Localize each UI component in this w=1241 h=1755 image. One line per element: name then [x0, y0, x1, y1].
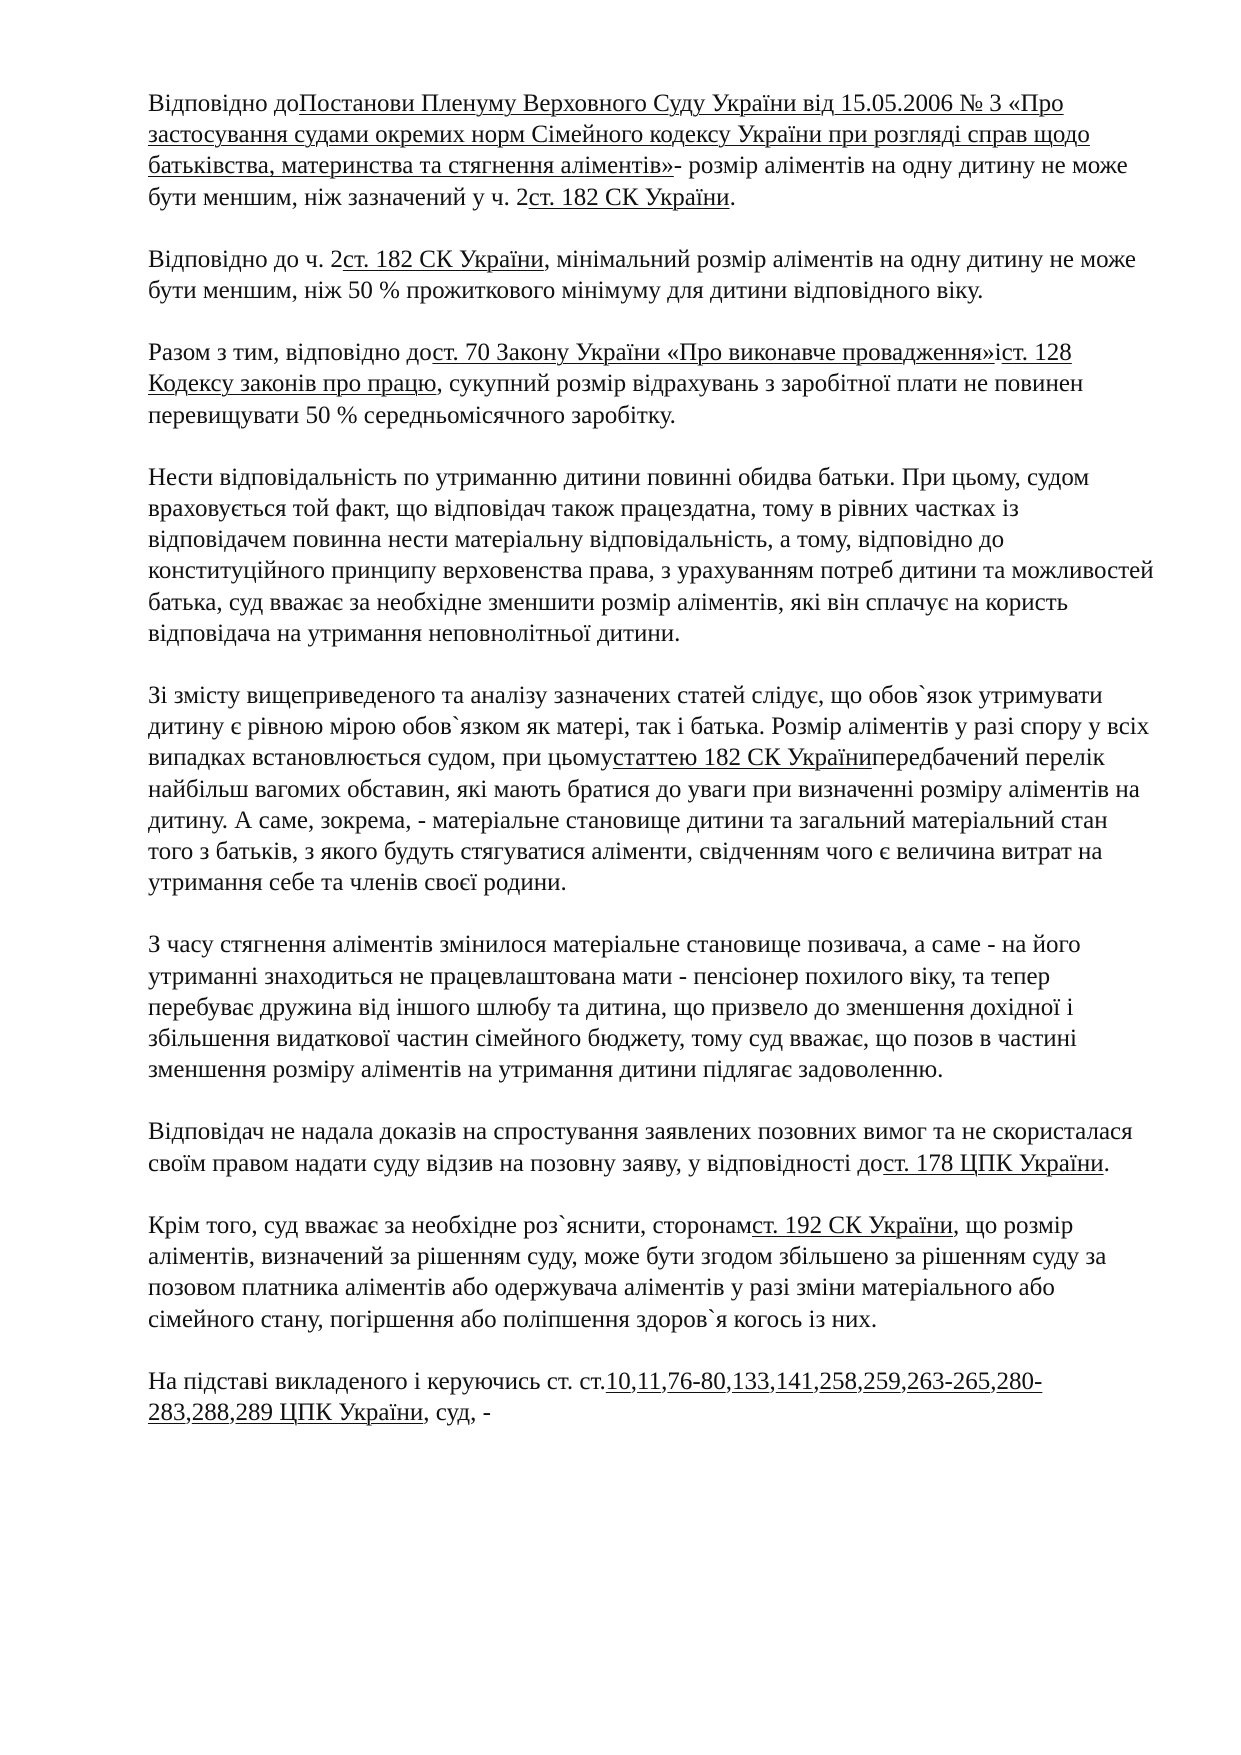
text: , суд, - — [423, 1398, 491, 1426]
link-article-192-sk[interactable]: ст. 192 СК України — [752, 1211, 953, 1239]
link-article-128-labor-code[interactable]: ст. 128 Кодексу законів про працю — [148, 339, 1072, 398]
text: , — [769, 1367, 776, 1395]
link-article-289-cpk[interactable]: 289 ЦПК України — [235, 1398, 424, 1426]
paragraph-4 — [148, 462, 1158, 649]
link-article-178-cpk[interactable]: ст. 178 ЦПК України — [883, 1149, 1104, 1177]
text: , — [661, 1367, 668, 1395]
link-article-76-80[interactable]: 76-80 — [667, 1367, 726, 1395]
link-article-182-sk[interactable]: статтею 182 СК України — [612, 744, 872, 772]
text: , — [630, 1367, 638, 1395]
text: З часу стягнення аліментів змінилося матеріальне становище позивача, а саме - на його утриманні знаходиться не працевлаштована мати - пенсіонер похилого віку, та тепер перебуває дружина від іншого шлюбу та дитина, що призвело до зменшення дохідної і збільшення видаткової частин сімейного бюджету, тому суд вважає, що позов в частині зменшення розміру аліментів на утримання дитини підлягає задоволенню. — [148, 931, 1081, 1084]
text: Разом з тим, відповідно до — [148, 339, 433, 367]
text: Відповідач не надала доказів на спростування заявлених позовних вимог та не скористалася своїм правом надати суду відзив на позовну заяву, у відповідності до — [148, 1118, 1133, 1177]
text: Зі змісту вищеприведеного та аналізу зазначених статей слідує, що обов`язок утримувати дитину є рівною мірою обов`язком як матері, так і батька. Розмір аліментів у разі спору у всіх випадках встановлюється судом, при цьому — [148, 682, 1150, 772]
paragraph-9 — [148, 1366, 1158, 1428]
text: - розмір аліментів на одну дитину не може бути меншим, ніж зазначений у ч. 2 — [148, 152, 1128, 211]
link-article-288[interactable]: 288 — [191, 1398, 230, 1426]
text: , — [813, 1367, 820, 1395]
text: передбачений перелік найбільш вагомих обставин, які мають братися до уваги при визначенні розміру аліментів на дитину. А саме, зокрема, - матеріальне становище дитини та загальний матеріальний стан того з батьків, з якого будуть стягуватися аліменти, свідченням чого є величина витрат на утримання себе та членів своєї родини. — [148, 744, 1140, 897]
paragraph-3 — [148, 337, 1158, 431]
link-article-11[interactable]: 11 — [637, 1367, 662, 1395]
link-article-280-283[interactable]: 280-283 — [148, 1367, 1043, 1426]
document-page — [148, 88, 1158, 1428]
text: , мінімальний розмір аліментів на одну дитину не може бути меншим, ніж 50 % прожиткового мінімуму для дитини відповідного віку. — [148, 245, 1136, 305]
text: , що розмір аліментів, визначений за рішенням суду, може бути згодом збільшено за рішенням суду за позовом платника аліментів або одержувача аліментів у разі зміни матеріального або сімейного стану, погіршення або поліпшення здоров`я когось із них. — [148, 1211, 1107, 1333]
paragraph-8 — [148, 1210, 1158, 1335]
link-article-259[interactable]: 259 — [863, 1367, 901, 1395]
link-article-133[interactable]: 133 — [731, 1367, 770, 1395]
link-article-258[interactable]: 258 — [819, 1367, 857, 1395]
text: , — [990, 1367, 997, 1395]
paragraph-7 — [148, 1116, 1158, 1178]
text: і — [994, 339, 1002, 367]
text: , сукупний розмір відрахувань з заробітної плати не повинен перевищувати 50 % середньомісячного заробітку. — [148, 370, 1084, 429]
text: . — [1103, 1149, 1110, 1177]
text: , — [725, 1367, 732, 1395]
text: , — [856, 1367, 864, 1395]
paragraph-1 — [148, 88, 1158, 213]
paragraph-2 — [148, 244, 1158, 306]
paragraph-6 — [148, 929, 1158, 1085]
paragraph-5 — [148, 680, 1158, 898]
text: , — [185, 1398, 192, 1426]
link-article-10[interactable]: 10 — [605, 1367, 631, 1395]
text: , — [229, 1398, 236, 1426]
text: , — [900, 1367, 907, 1395]
text: . — [729, 183, 736, 211]
link-article-141[interactable]: 141 — [775, 1367, 814, 1395]
link-article-70-enforcement-law[interactable]: ст. 70 Закону України «Про виконавче провадження» — [432, 339, 995, 367]
link-article-182-sk[interactable]: ст. 182 СК України — [528, 183, 730, 211]
text: Відповідно до ч. 2 — [148, 245, 343, 273]
text: Відповідно до — [148, 90, 300, 117]
text: На підставі викладеного і керуючись ст. ст. — [148, 1367, 606, 1395]
link-plenum-resolution[interactable]: Постанови Пленуму Верховного Суду України від 15.05.2006 № 3 «Про застосування судами окремих норм Сімейного кодексу України при розгляді справ щодо батьківства, материнства та стягнення аліментів» — [148, 90, 1090, 180]
link-article-182-sk[interactable]: ст. 182 СК України — [342, 245, 544, 273]
link-article-263-265[interactable]: 263-265 — [906, 1367, 991, 1395]
text: Крім того, суд вважає за необхідне роз`яснити, сторонам — [148, 1211, 753, 1239]
text: Нести відповідальність по утриманню дитини повинні обидва батьки. При цьому, судом враховується той факт, що відповідач також працездатна, тому в рівних частках із відповідачем повинна нести матеріальну відповідальність, а тому, відповідно до конституційного принципу верховенства права, з урахуванням потреб дитини та можливостей батька, суд вважає за необхідне зменшити розмір аліментів, які він сплачує на користь відповідача на утримання неповнолітньої дитини. — [148, 463, 1154, 647]
